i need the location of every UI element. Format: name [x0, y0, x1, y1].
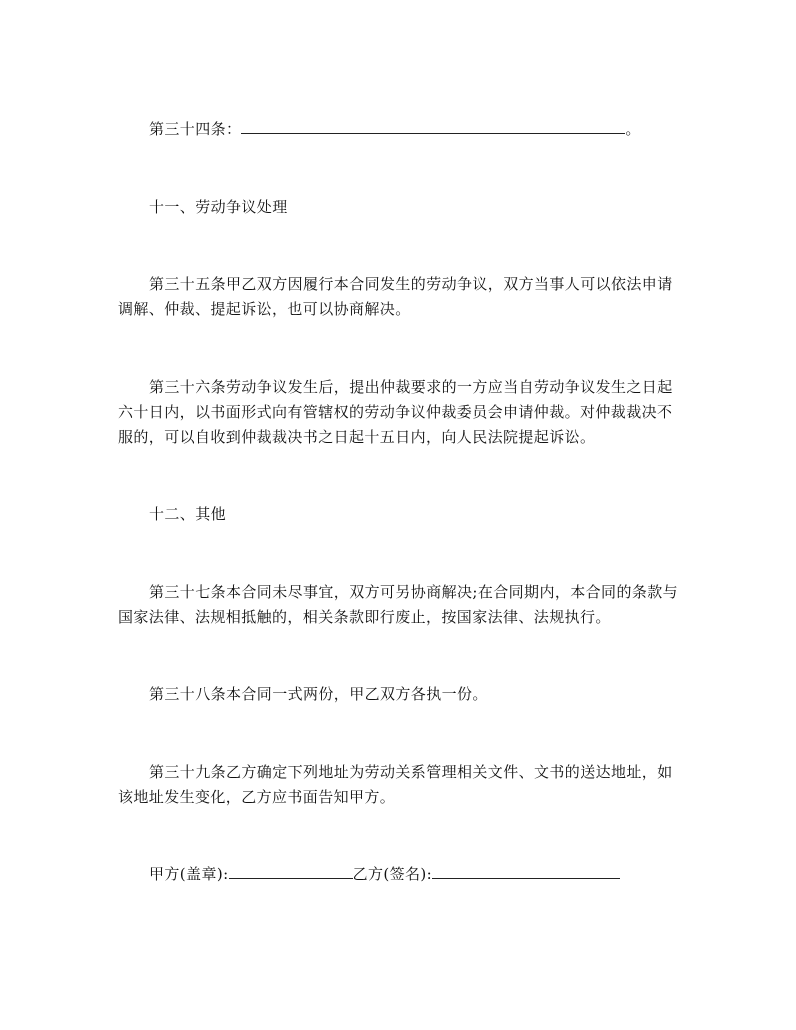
party-b-blank [432, 864, 620, 879]
signature-line [118, 862, 682, 887]
section-12-heading: 十二、其他 [149, 505, 227, 523]
party-a-label: 甲方(盖章): [149, 865, 229, 883]
article-34-blank [241, 119, 625, 134]
party-a-blank [229, 864, 353, 879]
section-11-heading: 十一、劳动争议处理 [149, 198, 288, 216]
article-34-line [118, 117, 682, 142]
article-39: 第三十九条乙方确定下列地址为劳动关系管理相关文件、文书的送达地址，如该地址发生变化，乙方应书面告知甲方。 [118, 763, 673, 806]
party-b-label: 乙方(签名): [352, 865, 433, 883]
article-38: 第三十八条本合同一式两份，甲乙双方各执一份。 [149, 685, 488, 703]
article-35: 第三十五条甲乙双方因履行本合同发生的劳动争议，双方当事人可以依法申请调解、仲裁、提起诉讼，也可以协商解决。 [118, 275, 673, 318]
article-34-end: 。 [625, 120, 641, 138]
article-37: 第三十七条本合同未尽事宜，双方可另协商解决;在合同期内，本合同的条款与国家法律、法规相抵触的，相关条款即行废止，按国家法律、法规执行。 [118, 583, 679, 626]
article-36: 第三十六条劳动争议发生后，提出仲裁要求的一方应当自劳动争议发生之日起六十日内，以书面形式向有管辖权的劳动争议仲裁委员会申请仲裁。对仲裁裁决不服的，可以自收到仲裁裁决书之日起十五日内，向人民法院提起诉讼。 [118, 378, 673, 446]
article-34-label: 第三十四条： [149, 120, 242, 138]
